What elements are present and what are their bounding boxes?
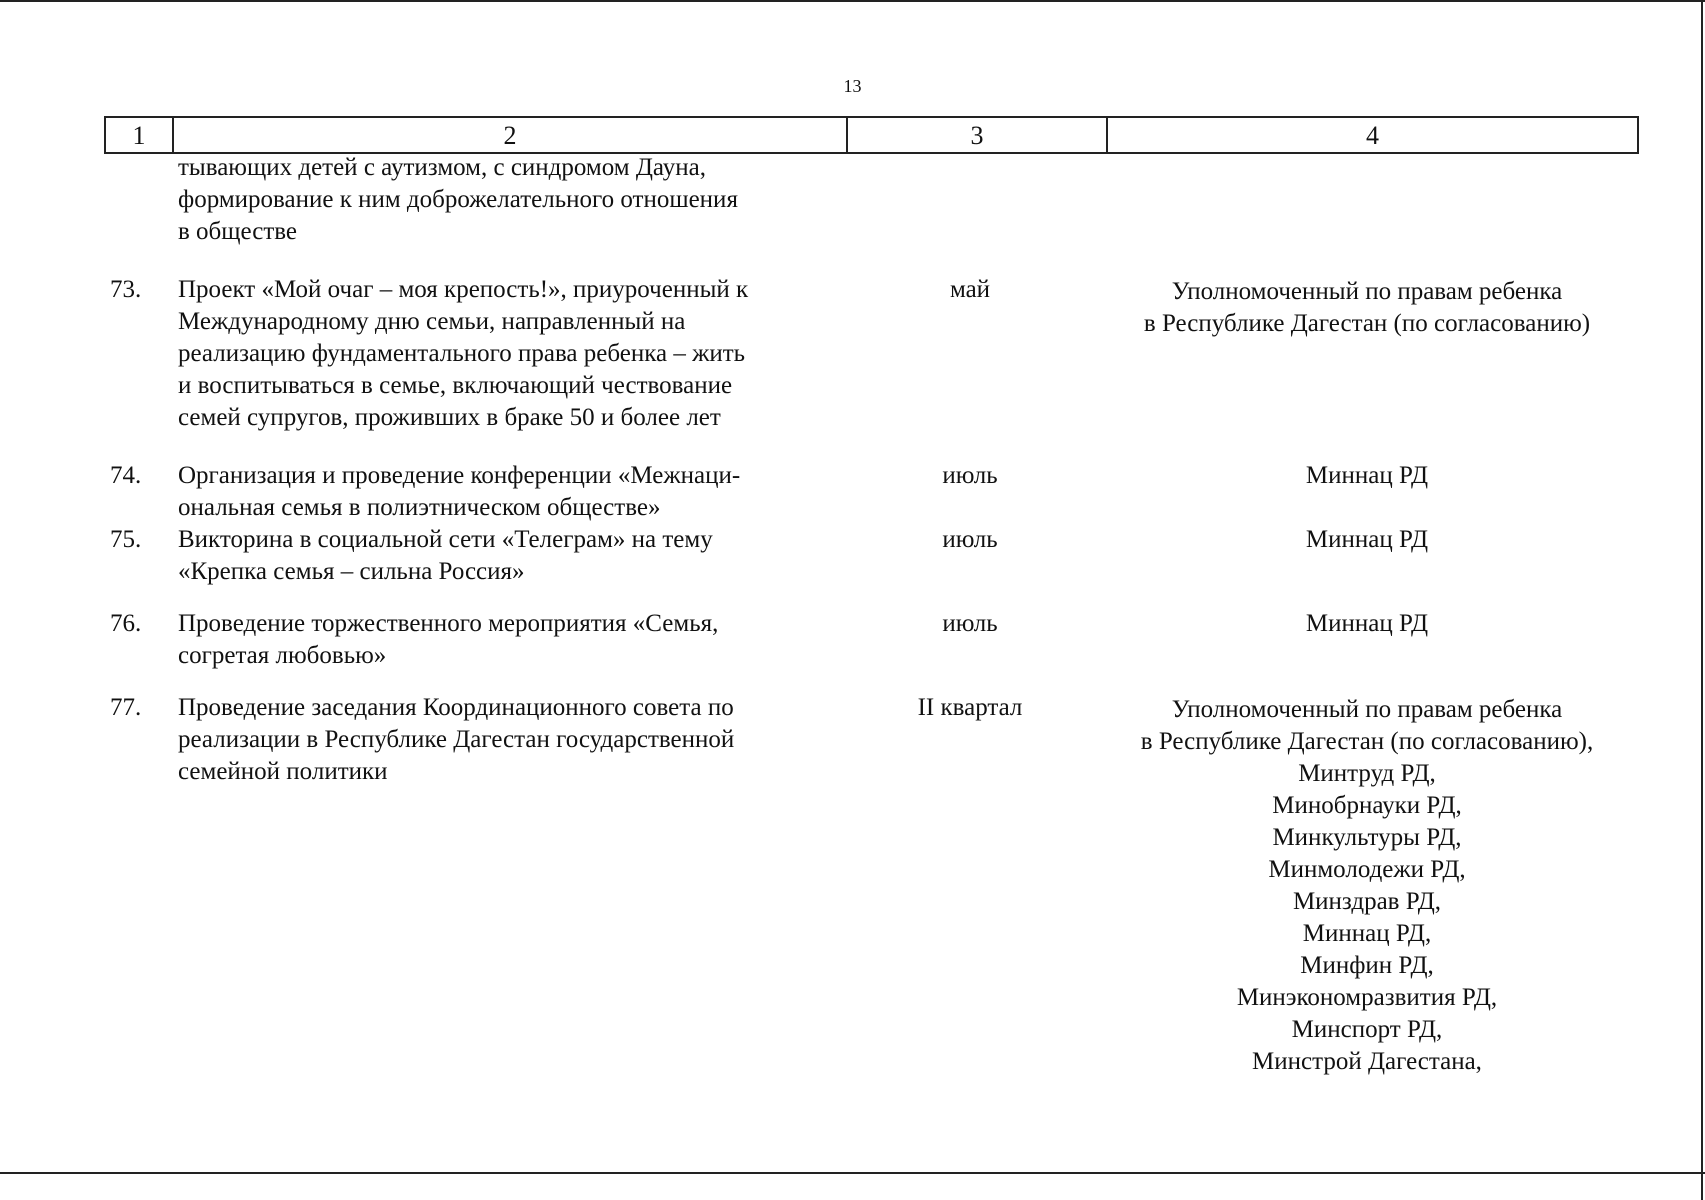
page-number: 13 bbox=[843, 76, 862, 96]
responsible-line: Минтруд РД, bbox=[1298, 760, 1436, 787]
row-number: 74. bbox=[110, 462, 142, 489]
responsible-line: Минмолодежи РД, bbox=[1268, 856, 1466, 883]
header-column-1: 1 bbox=[106, 118, 174, 152]
responsible-line: Минфин РД, bbox=[1300, 952, 1434, 979]
row-date: май bbox=[949, 276, 991, 303]
row-responsible bbox=[1092, 276, 1642, 340]
page-bottom-edge bbox=[0, 1172, 1705, 1174]
description-line: формирование к ним доброжелательного отношения bbox=[178, 186, 738, 213]
page-right-edge bbox=[1701, 0, 1703, 1200]
row-responsible bbox=[1092, 694, 1642, 1078]
responsible-line: Минобрнауки РД, bbox=[1272, 792, 1462, 819]
description-line: Проект «Мой очаг – моя крепость!», приуроченный к bbox=[178, 276, 749, 303]
header-column-4: 4 bbox=[1366, 121, 1379, 150]
responsible-line: Уполномоченный по правам ребенка bbox=[1171, 696, 1563, 723]
description-line: и воспитываться в семье, включающий чествование bbox=[178, 372, 733, 399]
page-top-edge bbox=[0, 0, 1705, 2]
row-description bbox=[178, 608, 834, 672]
row-number: 75. bbox=[110, 526, 142, 553]
row-number: 77. bbox=[110, 694, 142, 721]
table-header bbox=[104, 116, 1639, 154]
description-line: тывающих детей с аутизмом, с синдромом Дауна, bbox=[178, 154, 706, 181]
row-date: II квартал bbox=[917, 694, 1023, 721]
row-description bbox=[178, 152, 834, 248]
description-line: Организация и проведение конференции «Межнаци- bbox=[178, 462, 741, 489]
description-line: Викторина в социальной сети «Телеграм» на тему bbox=[178, 526, 713, 553]
description-line: семейной политики bbox=[178, 758, 388, 785]
row-description bbox=[178, 274, 834, 434]
responsible-line: Минстрой Дагестана, bbox=[1252, 1048, 1482, 1075]
row-date: июль bbox=[942, 462, 998, 489]
description-line: Международному дню семьи, направленный на bbox=[178, 308, 686, 335]
row-description bbox=[178, 692, 834, 788]
description-line: «Крепка семья – сильна Россия» bbox=[178, 558, 525, 585]
header-column-2: 2 bbox=[174, 118, 848, 152]
responsible-line: Уполномоченный по правам ребенка bbox=[1171, 278, 1563, 305]
responsible-line: Минздрав РД, bbox=[1292, 888, 1442, 915]
responsible-line: Миннац РД bbox=[1305, 610, 1429, 637]
row-number: 73. bbox=[110, 276, 142, 303]
row-responsible bbox=[1092, 608, 1642, 640]
header-column-3: 3 bbox=[848, 118, 1108, 152]
responsible-line: в Республике Дагестан (по согласованию) bbox=[1143, 310, 1591, 337]
responsible-line: Миннац РД bbox=[1305, 526, 1429, 553]
description-line: семей супругов, проживших в браке 50 и более лет bbox=[178, 404, 721, 431]
row-date: июль bbox=[942, 526, 998, 553]
description-line: согретая любовью» bbox=[178, 642, 387, 669]
responsible-line: Минкультуры РД, bbox=[1272, 824, 1462, 851]
row-date: июль bbox=[942, 610, 998, 637]
responsible-line: Минэкономразвития РД, bbox=[1236, 984, 1498, 1011]
row-responsible bbox=[1092, 524, 1642, 556]
responsible-line: Миннац РД, bbox=[1302, 920, 1432, 947]
responsible-line: в Республике Дагестан (по согласованию), bbox=[1140, 728, 1594, 755]
description-line: Проведение заседания Координационного совета по bbox=[178, 694, 734, 721]
responsible-line: Миннац РД bbox=[1305, 462, 1429, 489]
row-number: 76. bbox=[110, 610, 142, 637]
responsible-line: Минспорт РД, bbox=[1291, 1016, 1443, 1043]
description-line: Проведение торжественного мероприятия «Семья, bbox=[178, 610, 719, 637]
row-description bbox=[178, 524, 834, 588]
description-line: в обществе bbox=[178, 218, 298, 245]
row-responsible bbox=[1092, 460, 1642, 492]
description-line: ональная семья в полиэтническом обществе» bbox=[178, 494, 661, 521]
description-line: реализацию фундаментального права ребенка – жить bbox=[178, 340, 746, 367]
row-description bbox=[178, 460, 834, 524]
description-line: реализации в Республике Дагестан государственной bbox=[178, 726, 735, 753]
